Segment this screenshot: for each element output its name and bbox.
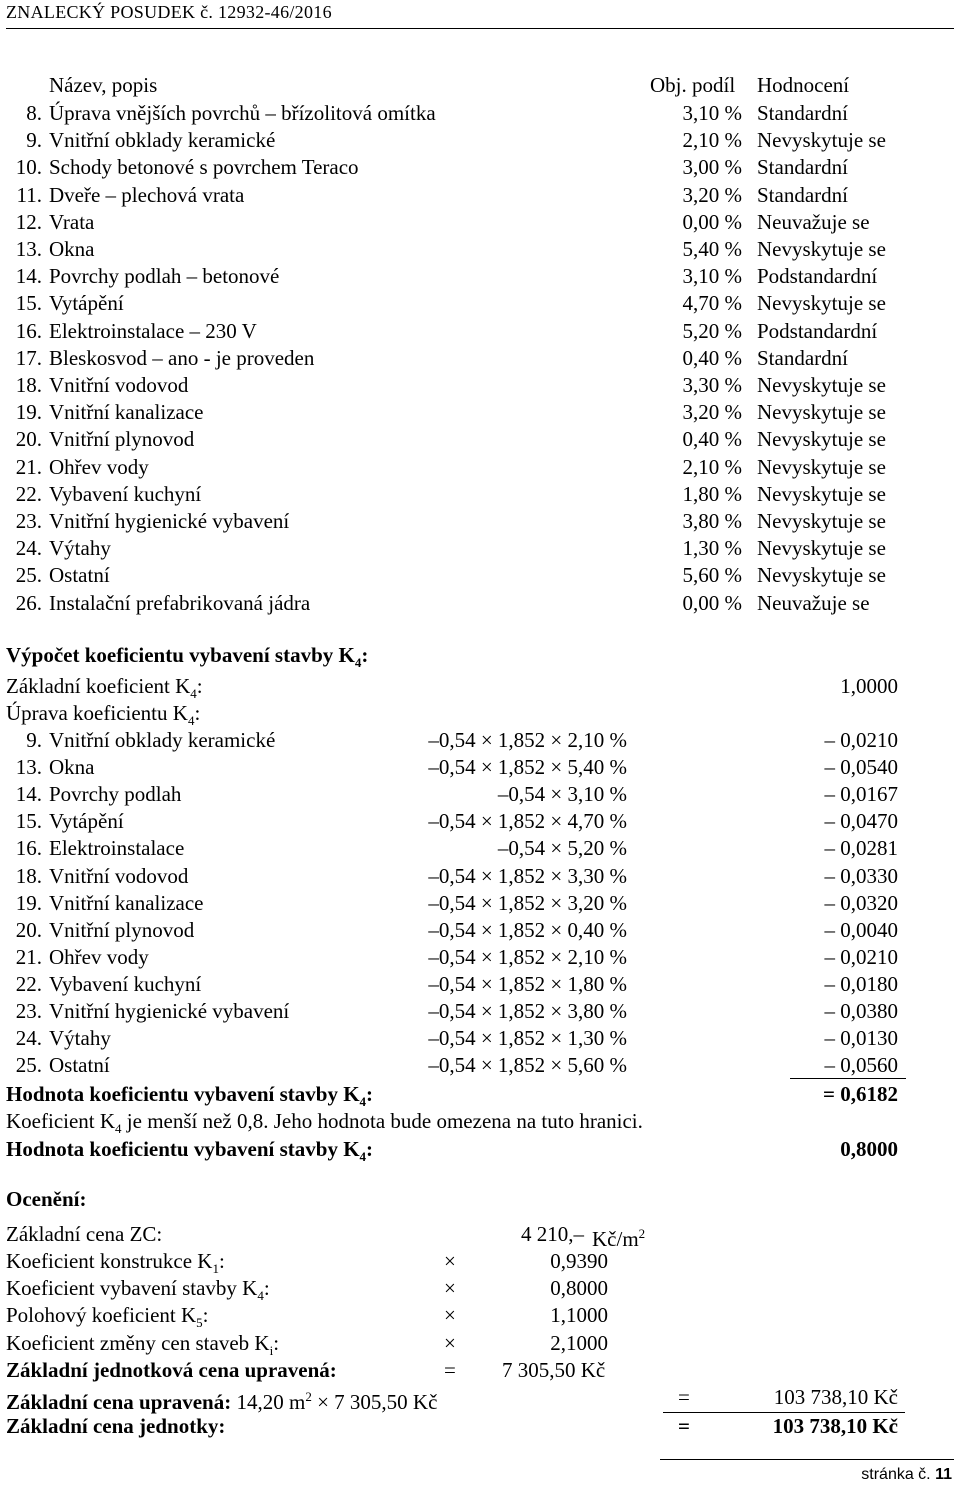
row-number: 23. xyxy=(15,509,42,533)
row-name: Vnitřní obklady keramické xyxy=(49,128,276,153)
k4-final-label: Hodnota koeficientu vybavení stavby $K_4$: xyxy=(6,1137,374,1165)
header-rule xyxy=(6,28,954,29)
row-number: 17. xyxy=(15,345,42,370)
valuation-heading: Ocenění: xyxy=(6,1187,87,1211)
row-share: 5,60 % xyxy=(682,563,742,588)
k4-adjust-label: Úprava koeficientu $K_4$: xyxy=(6,701,201,729)
unit-total-label: Základní cena jednotky: xyxy=(6,1414,226,1438)
k4-item-name: Výtahy xyxy=(49,1026,111,1051)
row-number: 9. xyxy=(26,128,42,153)
k4-item-name: Vybavení kuchyní xyxy=(49,971,202,996)
row-rating: Podstandardní xyxy=(757,318,878,343)
k4-item-name: Vytápění xyxy=(49,809,124,834)
k4-item-name: Ohřev vody xyxy=(49,944,149,969)
unit-total-op: = xyxy=(678,1414,690,1438)
row-name: Vnitřní plynovod xyxy=(49,427,195,452)
k4-item-name: Vnitřní plynovod xyxy=(49,917,195,942)
k4-item-number: 21. xyxy=(15,944,42,969)
k4-item-formula: –0,54 × 1,852 × 5,40 % xyxy=(428,755,627,780)
k4-result-label: Hodnota koeficientu vybavení stavby $K_4$: xyxy=(6,1082,374,1110)
row-number: 16. xyxy=(15,318,42,343)
row-number: 13. xyxy=(15,237,42,261)
row-number: 20. xyxy=(15,427,42,452)
coef-label: Koeficient vybavení stavby $K_4$: xyxy=(6,1276,270,1304)
k4-item-formula: –0,54 × 1,852 × 3,30 % xyxy=(428,863,627,888)
unit-price-op: = xyxy=(444,1358,456,1382)
row-rating: Nevyskytuje se xyxy=(757,291,886,316)
row-rating: Podstandardní xyxy=(757,264,878,289)
row-number: 24. xyxy=(15,536,42,561)
k4-item-name: Vnitřní vodovod xyxy=(49,863,189,888)
k4-result-value: = 0,6182 xyxy=(823,1082,898,1106)
row-share: 3,30 % xyxy=(682,373,742,397)
row-share: 3,10 % xyxy=(682,264,742,289)
k4-item-number: 16. xyxy=(15,836,42,861)
row-share: 3,10 % xyxy=(682,101,742,125)
k4-item-value: – 0,0167 xyxy=(824,782,898,807)
row-share: 2,10 % xyxy=(682,454,742,479)
row-rating: Neuvažuje se xyxy=(757,590,870,615)
row-name: Dveře – plechová vrata xyxy=(49,182,245,207)
row-name: Vnitřní hygienické vybavení xyxy=(49,509,290,533)
k4-item-formula: –0,54 × 1,852 × 1,30 % xyxy=(428,1026,627,1051)
k4-sum-rule xyxy=(790,1078,906,1079)
k4-item-number: 15. xyxy=(15,809,42,834)
k4-item-number: 9. xyxy=(26,728,42,752)
row-share: 3,20 % xyxy=(682,400,742,425)
row-number: 15. xyxy=(15,291,42,316)
k4-base-value: 1,0000 xyxy=(840,674,898,698)
coef-value: 0,9390 xyxy=(550,1249,608,1273)
base-price-label: Základní cena ZC: xyxy=(6,1222,163,1246)
page-footer: stránka č. 11 xyxy=(861,1466,952,1483)
k4-heading: Výpočet koeficientu vybavení stavby $K_4$: xyxy=(6,643,369,671)
row-name: Úprava vnějších povrchů – břízolitová omítka xyxy=(49,101,436,125)
row-share: 5,20 % xyxy=(682,318,742,343)
row-number: 14. xyxy=(15,264,42,289)
coef-label: Koeficient změny cen staveb $K_i$: xyxy=(6,1330,280,1358)
row-share: 0,00 % xyxy=(682,209,742,234)
k4-item-value: – 0,0210 xyxy=(824,728,898,752)
k4-item-number: 18. xyxy=(15,863,42,888)
k4-item-name: Vnitřní kanalizace xyxy=(49,890,204,915)
k4-item-formula: –0,54 × 1,852 × 5,60 % xyxy=(428,1053,627,1078)
footer-rule xyxy=(660,1459,954,1460)
k4-note: Koeficient $K_4$ je menší než 0,8. Jeho hodnota bude omezena na tuto hranici. xyxy=(6,1109,643,1137)
row-number: 25. xyxy=(15,563,42,588)
k4-item-formula: –0,54 × 5,20 % xyxy=(497,836,627,861)
row-rating: Nevyskytuje se xyxy=(757,481,886,506)
k4-item-number: 25. xyxy=(15,1053,42,1078)
k4-item-number: 20. xyxy=(15,917,42,942)
k4-item-value: – 0,0330 xyxy=(824,863,898,888)
row-share: 5,40 % xyxy=(682,237,742,261)
row-name: Bleskosvod – ano - je proveden xyxy=(49,345,315,370)
total-rule xyxy=(663,1412,905,1413)
document-header: ZNALECKÝ POSUDEK č. 12932-46/2016 xyxy=(6,2,332,22)
k4-item-formula: –0,54 × 1,852 × 3,20 % xyxy=(428,890,627,915)
row-rating: Nevyskytuje se xyxy=(757,237,886,261)
coef-value: 0,8000 xyxy=(550,1276,608,1301)
k4-item-formula: –0,54 × 1,852 × 3,80 % xyxy=(428,999,627,1023)
row-number: 8. xyxy=(26,101,42,125)
row-number: 11. xyxy=(16,182,42,207)
k4-item-number: 19. xyxy=(15,890,42,915)
row-number: 19. xyxy=(15,400,42,425)
k4-item-formula: –0,54 × 1,852 × 4,70 % xyxy=(428,809,627,834)
row-number: 10. xyxy=(15,155,42,180)
k4-item-value: – 0,0040 xyxy=(824,917,898,942)
row-number: 18. xyxy=(15,373,42,397)
coef-value: 1,1000 xyxy=(550,1303,608,1328)
coef-op: × xyxy=(444,1276,456,1301)
base-price-unit: $Kč/m^2$ xyxy=(592,1226,646,1251)
row-share: 3,20 % xyxy=(682,182,742,207)
k4-item-formula: –0,54 × 1,852 × 2,10 % xyxy=(428,944,627,969)
row-rating: Neuvažuje se xyxy=(757,209,870,234)
row-rating: Nevyskytuje se xyxy=(757,454,886,479)
coef-op: × xyxy=(444,1249,456,1273)
row-share: 1,80 % xyxy=(682,481,742,506)
row-name: Vybavení kuchyní xyxy=(49,481,202,506)
row-rating: Nevyskytuje se xyxy=(757,400,886,425)
k4-item-number: 22. xyxy=(15,971,42,996)
k4-item-value: – 0,0540 xyxy=(824,755,898,780)
k4-item-number: 13. xyxy=(15,755,42,780)
row-share: 0,40 % xyxy=(682,427,742,452)
k4-item-value: – 0,0180 xyxy=(824,971,898,996)
k4-base-label: Základní koeficient $K_4$: xyxy=(6,674,203,702)
row-name: Ohřev vody xyxy=(49,454,149,479)
row-rating: Standardní xyxy=(757,155,848,180)
k4-item-name: Okna xyxy=(49,755,95,780)
k4-item-name: Vnitřní hygienické vybavení xyxy=(49,999,290,1023)
row-name: Vnitřní kanalizace xyxy=(49,400,204,425)
row-rating: Standardní xyxy=(757,101,848,125)
k4-item-number: 14. xyxy=(15,782,42,807)
row-number: 12. xyxy=(15,209,42,234)
row-name: Schody betonové s povrchem Teraco xyxy=(49,155,359,180)
row-share: 1,30 % xyxy=(682,536,742,561)
row-number: 26. xyxy=(15,590,42,615)
k4-item-formula: –0,54 × 1,852 × 0,40 % xyxy=(428,917,627,942)
k4-item-name: Ostatní xyxy=(49,1053,110,1078)
row-name: Ostatní xyxy=(49,563,110,588)
coef-op: × xyxy=(444,1330,456,1355)
row-name: Povrchy podlah – betonové xyxy=(49,264,280,289)
coef-op: × xyxy=(444,1303,456,1328)
row-rating: Nevyskytuje se xyxy=(757,536,886,561)
col-header-share: Obj. podíl xyxy=(650,73,736,97)
row-share: 3,80 % xyxy=(682,509,742,533)
row-rating: Standardní xyxy=(757,182,848,207)
k4-item-number: 24. xyxy=(15,1026,42,1051)
row-name: Vrata xyxy=(49,209,95,234)
unit-total-value: 103 738,10 Kč xyxy=(772,1414,898,1438)
row-rating: Nevyskytuje se xyxy=(757,509,886,533)
k4-item-formula: –0,54 × 3,10 % xyxy=(497,782,627,807)
adjusted-price-value: 103 738,10 Kč xyxy=(773,1385,898,1409)
row-rating: Nevyskytuje se xyxy=(757,373,886,397)
k4-item-name: Vnitřní obklady keramické xyxy=(49,728,276,752)
coef-label: Koeficient konstrukce $K_1$: xyxy=(6,1249,225,1277)
coef-label: Polohový koeficient $K_5$: xyxy=(6,1303,209,1331)
row-name: Výtahy xyxy=(49,536,111,561)
row-number: 22. xyxy=(15,481,42,506)
k4-item-formula: –0,54 × 1,852 × 1,80 % xyxy=(428,971,627,996)
row-name: Elektroinstalace – 230 V xyxy=(49,318,257,343)
row-share: 4,70 % xyxy=(682,291,742,316)
row-rating: Standardní xyxy=(757,345,848,370)
coef-value: 2,1000 xyxy=(550,1330,608,1355)
unit-price-label: Základní jednotková cena upravená: xyxy=(6,1358,337,1382)
row-name: Okna xyxy=(49,237,95,261)
k4-item-name: Povrchy podlah xyxy=(49,782,182,807)
k4-item-value: – 0,0130 xyxy=(824,1026,898,1051)
base-price-value: 4 210,– xyxy=(521,1222,584,1246)
row-rating: Nevyskytuje se xyxy=(757,128,886,153)
row-number: 21. xyxy=(15,454,42,479)
adjusted-price-op: = xyxy=(678,1385,690,1409)
row-name: Instalační prefabrikovaná jádra xyxy=(49,590,311,615)
row-share: 0,00 % xyxy=(682,590,742,615)
k4-item-value: – 0,0281 xyxy=(824,836,898,861)
row-rating: Nevyskytuje se xyxy=(757,427,886,452)
col-header-name: Název, popis xyxy=(49,73,158,97)
k4-item-formula: –0,54 × 1,852 × 2,10 % xyxy=(428,728,627,752)
row-share: 3,00 % xyxy=(682,155,742,180)
row-share: 0,40 % xyxy=(682,345,742,370)
row-share: 2,10 % xyxy=(682,128,742,153)
k4-item-number: 23. xyxy=(15,999,42,1023)
k4-item-value: – 0,0380 xyxy=(824,999,898,1023)
k4-item-value: – 0,0210 xyxy=(824,944,898,969)
row-name: Vytápění xyxy=(49,291,124,316)
adjusted-price-row: Základní cena upravená: 14,20 $m^2 \times 7$ 305,50 Kč xyxy=(6,1389,438,1414)
row-rating: Nevyskytuje se xyxy=(757,563,886,588)
k4-item-value: – 0,0560 xyxy=(824,1053,898,1078)
k4-item-value: – 0,0470 xyxy=(824,809,898,834)
row-name: Vnitřní vodovod xyxy=(49,373,189,397)
k4-item-value: – 0,0320 xyxy=(824,890,898,915)
unit-price-value: 7 305,50 Kč xyxy=(502,1358,606,1382)
col-header-rating: Hodnocení xyxy=(757,73,850,97)
k4-final-value: 0,8000 xyxy=(840,1137,898,1161)
k4-item-name: Elektroinstalace xyxy=(49,836,185,861)
